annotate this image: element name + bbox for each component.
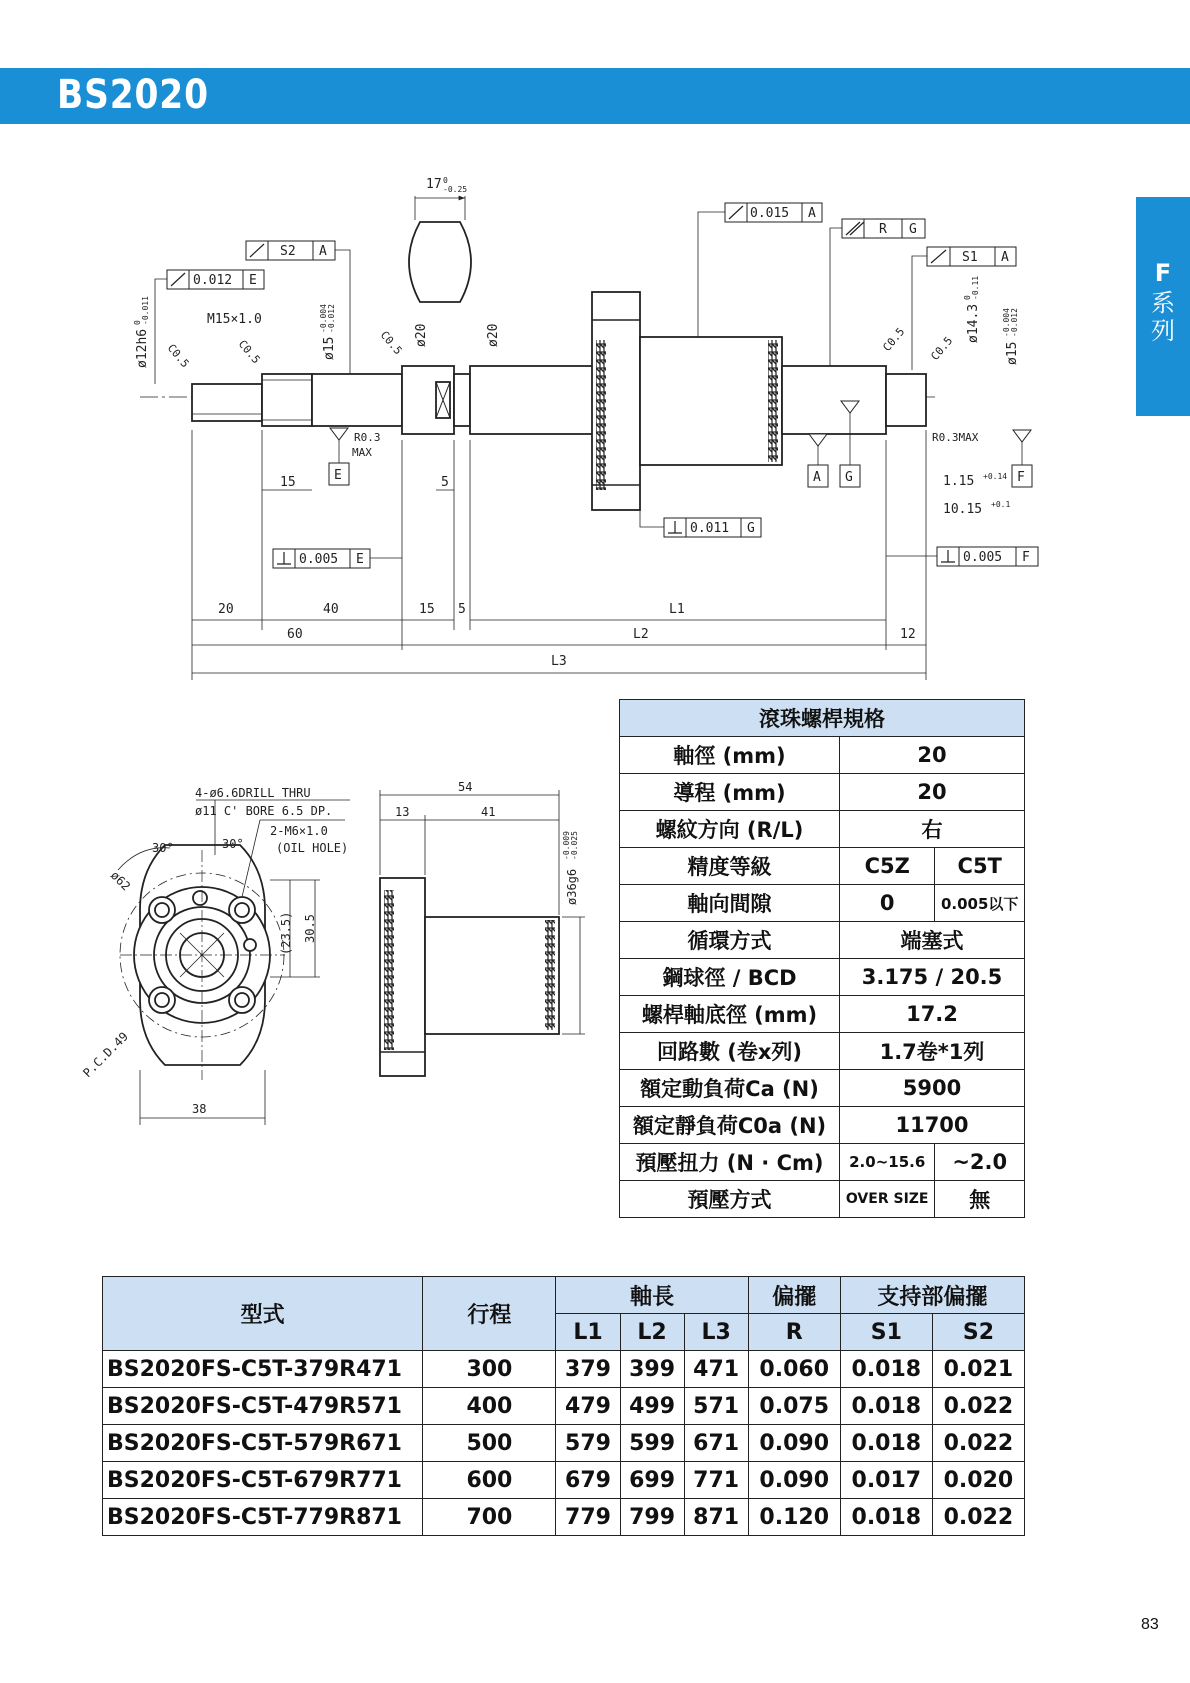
nut-41: 41 <box>481 805 496 819</box>
col-L2: L2 <box>620 1314 684 1351</box>
spec-row: 回路數 (卷x列) 1.7卷*1列 <box>620 1033 1025 1070</box>
radius-r03: R0.3 <box>354 431 381 444</box>
shaft-journal <box>470 366 594 434</box>
chamfer-2: C0.5 <box>235 337 263 367</box>
shaft-end-section <box>409 222 471 302</box>
tol1-ref: A <box>808 206 816 221</box>
dim-20: 20 <box>218 602 234 617</box>
col-model: 型式 <box>103 1277 423 1351</box>
tol7-val: 0.005 <box>299 552 339 567</box>
spec-row: 軸向間隙 0 0.005以下 <box>620 885 1025 922</box>
model-table <box>102 1276 1025 1536</box>
dim-1-15-tol: +0.14 <box>983 472 1008 481</box>
table-row: BS2020FS-C5T-479R571 400 479 499 571 0.075 0.018 0.022 <box>103 1388 1025 1425</box>
datum-G: G <box>845 470 853 485</box>
series-label: 系列 <box>1151 289 1175 345</box>
spec-row: 軸徑 (mm) 20 <box>620 737 1025 774</box>
radius-r03max: R0.3MAX <box>932 431 979 444</box>
dim-5: 5 <box>441 475 449 490</box>
nut-38: 38 <box>192 1102 207 1116</box>
table-row: BS2020FS-C5T-379R471 300 379 399 471 0.060 0.018 0.021 <box>103 1351 1025 1388</box>
spec-title: 滾珠螺桿規格 <box>620 700 1025 737</box>
datum-A: A <box>813 470 821 485</box>
dim-L3: L3 <box>551 654 567 669</box>
chamfer-3: C0.5 <box>377 328 405 358</box>
dim-d14: ø14.3 <box>966 303 981 343</box>
nut-d36-tol-top: -0.009 <box>562 831 571 860</box>
col-L3: L3 <box>684 1314 748 1351</box>
nut-23-5: (23.5) <box>279 911 293 955</box>
datum-boxes <box>329 463 1032 487</box>
dim-15: 15 <box>280 475 296 490</box>
spec-row: 螺桿軸底徑 (mm) 17.2 <box>620 996 1025 1033</box>
spec-row: 預壓扭力 (N · Cm) 2.0~15.6 ~2.0 <box>620 1144 1025 1181</box>
dim-L1: L1 <box>669 602 685 617</box>
dim-d15a-tol-bot: -0.012 <box>327 304 336 333</box>
tol7-ref: E <box>356 552 364 567</box>
tol8-ref: F <box>1022 550 1030 565</box>
spec-row: 循環方式 端塞式 <box>620 922 1025 959</box>
tol3-val: S1 <box>962 250 978 265</box>
col-stroke: 行程 <box>423 1277 556 1351</box>
nut-thread-left <box>596 340 606 490</box>
dim-15b: 15 <box>419 602 435 617</box>
shaft-bearing-seat <box>312 374 402 426</box>
dim-10-15-tol: +0.1 <box>991 500 1011 509</box>
shaft-groove <box>454 374 470 426</box>
nut-d36-tol-bot: -0.025 <box>570 831 579 860</box>
dim-10-15: 10.15 <box>943 502 983 517</box>
tol4-val: S2 <box>280 244 296 259</box>
dim-17-tol-bot: -0.25 <box>443 185 468 194</box>
spec-row: 鋼球徑 / BCD 3.175 / 20.5 <box>620 959 1025 996</box>
dim-d15a: ø15 <box>322 336 337 360</box>
nut-body <box>640 337 782 465</box>
dim-d14-tol-top: 0 <box>963 295 972 300</box>
dim-d12: ø12h6 <box>135 328 150 368</box>
nut-drill: 4-ø6.6DRILL THRU <box>195 786 311 800</box>
spec-row: 額定動負荷Ca (N) 5900 <box>620 1070 1025 1107</box>
spec-row: 精度等級 C5Z C5T <box>620 848 1025 885</box>
dim-d12-tol-top: 0 <box>133 320 142 325</box>
col-L1: L1 <box>556 1314 620 1351</box>
dim-m15: M15×1.0 <box>207 312 262 327</box>
dim-d20b: ø20 <box>486 323 501 347</box>
dim-d15a-tol-top: -0.004 <box>319 304 328 333</box>
nut-d62: ø62 <box>107 868 134 894</box>
nut-d36: ø36g6 <box>565 868 579 905</box>
chamfer-4: C0.5 <box>880 325 908 354</box>
dim-5b: 5 <box>458 602 466 617</box>
col-support: 支持部偏擺 <box>840 1277 1024 1314</box>
dim-d15b: ø15 <box>1005 341 1020 365</box>
dim-40: 40 <box>323 602 339 617</box>
tol5-ref: E <box>249 273 257 288</box>
col-length: 軸長 <box>556 1277 748 1314</box>
tol6-ref: G <box>747 521 755 536</box>
tol5-val: 0.012 <box>193 273 233 288</box>
shaft-end-left <box>192 384 262 421</box>
nut-thread-right <box>768 340 778 462</box>
nut-54: 54 <box>458 780 473 794</box>
spec-row: 預壓方式 OVER SIZE 無 <box>620 1181 1025 1218</box>
shaft-thread-m15 <box>262 374 312 426</box>
dim-d15b-tol-bot: -0.012 <box>1010 308 1019 337</box>
page-title: BS2020 <box>57 72 209 118</box>
spec-table <box>619 699 1025 1218</box>
series-letter: F <box>1154 259 1172 287</box>
dim-17: 17 <box>426 177 442 192</box>
chamfer-1: C0.5 <box>164 341 192 371</box>
nut-oil2: (OIL HOLE) <box>276 841 349 855</box>
table-row: BS2020FS-C5T-579R671 500 579 599 671 0.090 0.018 0.022 <box>103 1425 1025 1462</box>
col-S1: S1 <box>840 1314 932 1351</box>
dim-d15b-tol-top: -0.004 <box>1002 308 1011 337</box>
tol1-val: 0.015 <box>750 206 790 221</box>
angle-30a: 30° <box>152 841 174 855</box>
page-number: 83 <box>1141 1616 1159 1633</box>
dim-17-tol-top: 0 <box>443 176 448 185</box>
nut-13: 13 <box>395 805 410 819</box>
dim-d12-tol-bot: -0.011 <box>141 296 150 325</box>
dim-12: 12 <box>900 627 916 642</box>
datum-E: E <box>334 468 342 483</box>
tol4-ref: A <box>319 244 327 259</box>
table-row: BS2020FS-C5T-679R771 600 679 699 771 0.090 0.017 0.020 <box>103 1462 1025 1499</box>
nut-side-view <box>380 878 559 1076</box>
col-R: R <box>748 1314 840 1351</box>
tol3-ref: A <box>1001 250 1009 265</box>
nut-oil: 2-M6×1.0 <box>270 824 328 838</box>
shaft-threaded <box>782 366 886 434</box>
spec-row: 導程 (mm) 20 <box>620 774 1025 811</box>
radius-max: MAX <box>352 446 372 459</box>
tol6-val: 0.011 <box>690 521 730 536</box>
spec-row: 額定靜負荷C0a (N) 11700 <box>620 1107 1025 1144</box>
nut-bore: ø11 C' BORE 6.5 DP. <box>195 804 333 818</box>
nut-30-5: 30.5 <box>303 914 317 943</box>
dim-L2: L2 <box>633 627 649 642</box>
dim-60: 60 <box>287 627 303 642</box>
nut-pcd: P.C.D.49 <box>80 1029 131 1081</box>
col-runout: 偏擺 <box>748 1277 840 1314</box>
angle-30b: 30° <box>222 837 244 851</box>
col-S2: S2 <box>932 1314 1024 1351</box>
tol2-val: R <box>879 222 887 237</box>
table-row: BS2020FS-C5T-779R871 700 779 799 871 0.120 0.018 0.022 <box>103 1499 1025 1536</box>
chamfer-5: C0.5 <box>928 334 956 363</box>
tol8-val: 0.005 <box>963 550 1003 565</box>
dim-d20a: ø20 <box>414 323 429 347</box>
dim-1-15: 1.15 <box>943 474 975 489</box>
shaft-end-right <box>886 374 926 426</box>
datum-F: F <box>1017 470 1025 485</box>
spec-row: 螺紋方向 (R/L) 右 <box>620 811 1025 848</box>
tol2-ref: G <box>909 222 917 237</box>
dim-d14-tol-bot: -0.11 <box>971 275 980 300</box>
